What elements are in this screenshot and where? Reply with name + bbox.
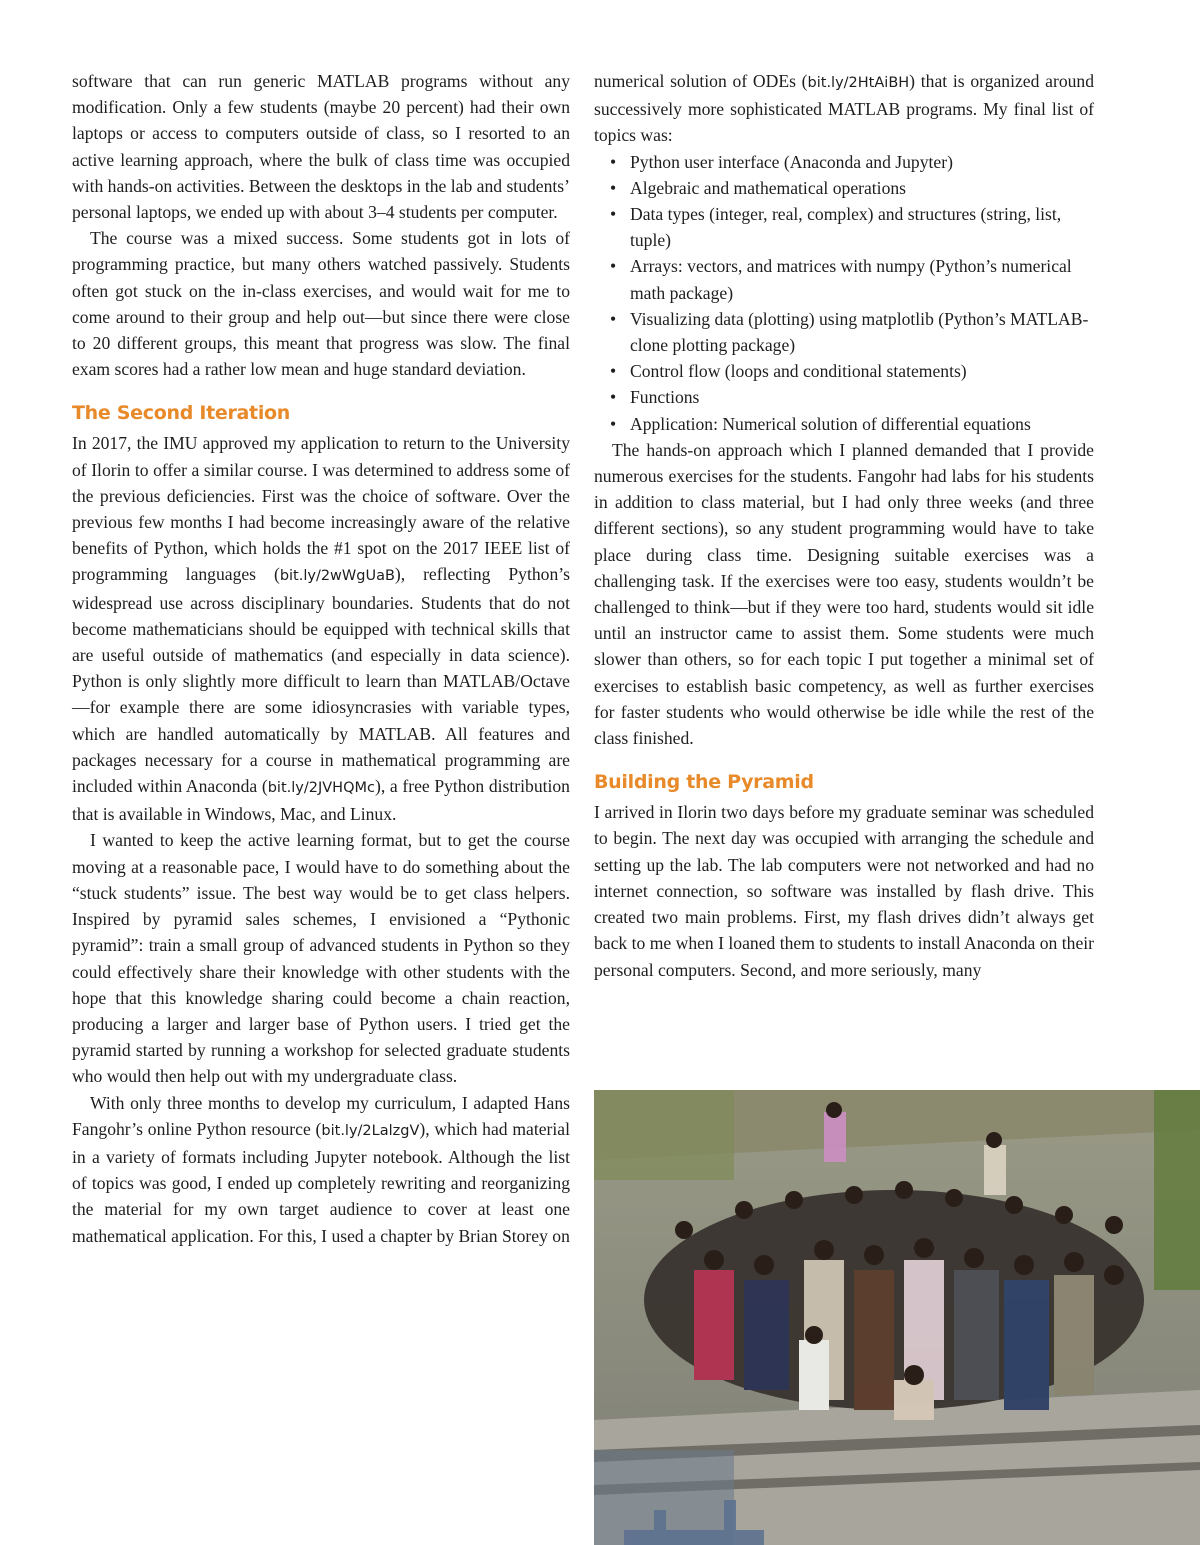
paragraph bbox=[72, 430, 570, 827]
list-item: • Algebraic and mathematical operations bbox=[594, 175, 1094, 201]
paragraph: I arrived in Ilorin two days before my graduate seminar was scheduled to begin. The next day was occupied with arranging the schedule and setting up the lab. The lab computers were not networked and had no internet connection, so software was installed by flash drive. This created two main problems. First, my flash drives didn’t always get back to me when I loaned them to students to install Anaconda on their personal computers. Second, and more seriously, many bbox=[594, 802, 1094, 980]
text-run: ), reflecting Python’s widespread use across disciplinary boundaries. Students that do not become mathematicians should be equipped with technical skills that are useful outside of mathematics (and especially in data science). Python is only slightly more difficult to learn than MATLAB/Octave—for example there are some idiosyncrasies with variable types, which are handled automatically by MATLAB. All features and packages necessary for a course in mathematical programming are included within Anaconda ( bbox=[72, 564, 570, 797]
paragraph bbox=[594, 68, 1094, 149]
list-item: • Python user interface (Anaconda and Jupyter) bbox=[594, 149, 1094, 175]
list-item: • Arrays: vectors, and matrices with numpy (Python’s numerical math package) bbox=[594, 253, 1094, 305]
text-run: numerical solution of ODEs ( bbox=[594, 71, 808, 91]
paragraph: The hands-on approach which I planned demanded that I provide numerous exercises for the students. Fangohr had labs for his students in addition to class material, but I had only three weeks (and three different sections), so any student programming would have to take place during class time. Designing suitable exercises was a challenging task. If the exercises were too easy, students wouldn’t be challenged to think—but if they were too hard, students would sit idle until an instructor came to assist them. Some students were much slower than others, so for each topic I put together a minimal set of exercises to establish basic competency, as well as further exercises for faster students who would otherwise be idle while the rest of the class finished. bbox=[594, 439, 1094, 749]
text-run: ), a free Python distribution that is available in Windows, Mac, and Linux. bbox=[72, 776, 570, 825]
paragraph: I wanted to keep the active learning format, but to get the course moving at a reasonable pace, I would have to do something about the “stuck students” issue. The best way would be to get class helpers. Inspired by pyramid sales schemes, I envisioned a “Pythonic pyramid”: train a small group of advanced students in Python so they could effectively share their knowledge with other students with the hope that this knowledge sharing could become a chain reaction, producing a larger and larger base of Python users. I tried get the pyramid started by running a workshop for selected graduate students who would then help out with my undergraduate class. bbox=[72, 830, 570, 1087]
text-run: With only three months to develop my curriculum, I adapted Hans Fangohr’s online Python resource ( bbox=[72, 1092, 570, 1139]
list-item: • Visualizing data (plotting) using matplotlib (Python’s MATLAB-clone plotting package) bbox=[594, 306, 1094, 358]
text-run: In 2017, the IMU approved my application to return to the University of Ilorin to offer a similar course. I was determined to address some of the previous deficiencies. First was the choice of software. Over the previous few months I had become increasingly aware of the relative benefits of Python, which holds the #1 spot on the 2017 IEEE list of programming languages ( bbox=[72, 433, 570, 585]
list-item: • Data types (integer, real, complex) and structures (string, list, tuple) bbox=[594, 201, 1094, 253]
text-run: ), which had material in a variety of formats including Jupyter notebook. Although the list of topics was good, I ended up completely rewriting and reorganizing the material for my own target audience to cover at least one mathematical application. For this, I used a chapter by Brian Storey on bbox=[72, 1118, 570, 1246]
short-link[interactable]: bit.ly/2LalzgV bbox=[321, 1122, 420, 1139]
paragraph: software that can run generic MATLAB programs without any modification. Only a few students (maybe 20 percent) had their own laptops or access to computers outside of class, so I resorted to an active learning approach, where the bulk of class time was occupied with hands-on activities. Between the desktops in the lab and students’ personal laptops, we ended up with about 3–4 students per computer. bbox=[72, 71, 570, 223]
section-heading: The Second Iteration bbox=[72, 402, 291, 425]
list-item: • Functions bbox=[594, 384, 1094, 410]
group-photo-illustration bbox=[594, 1090, 1200, 1545]
topic-list bbox=[594, 149, 1094, 437]
paragraph: The course was a mixed success. Some students got in lots of programming practice, but many others watched passively. Students often got stuck on the in-class exercises, and would wait for me to come around to their group and help out—but since there were close to 20 different groups, this meant that progress was slow. The final exam scores had a rather low mean and huge standard deviation. bbox=[72, 228, 570, 380]
short-link[interactable]: bit.ly/2JVHQMc bbox=[267, 780, 375, 797]
short-link[interactable]: bit.ly/2wWgUaB bbox=[279, 568, 395, 585]
right-column bbox=[594, 68, 1094, 983]
list-item: • Control flow (loops and conditional statements) bbox=[594, 358, 1094, 384]
short-link[interactable]: bit.ly/2HtAiBH bbox=[807, 75, 910, 91]
left-column bbox=[72, 68, 570, 1249]
section-heading: Building the Pyramid bbox=[594, 771, 814, 794]
group-photo bbox=[594, 1090, 1200, 1545]
list-item: • Application: Numerical solution of differential equations bbox=[594, 411, 1094, 437]
text-run: ) that is organized around successively more sophisticated MATLAB programs. My final list of topics was: bbox=[594, 71, 1095, 146]
paragraph bbox=[72, 1090, 570, 1249]
